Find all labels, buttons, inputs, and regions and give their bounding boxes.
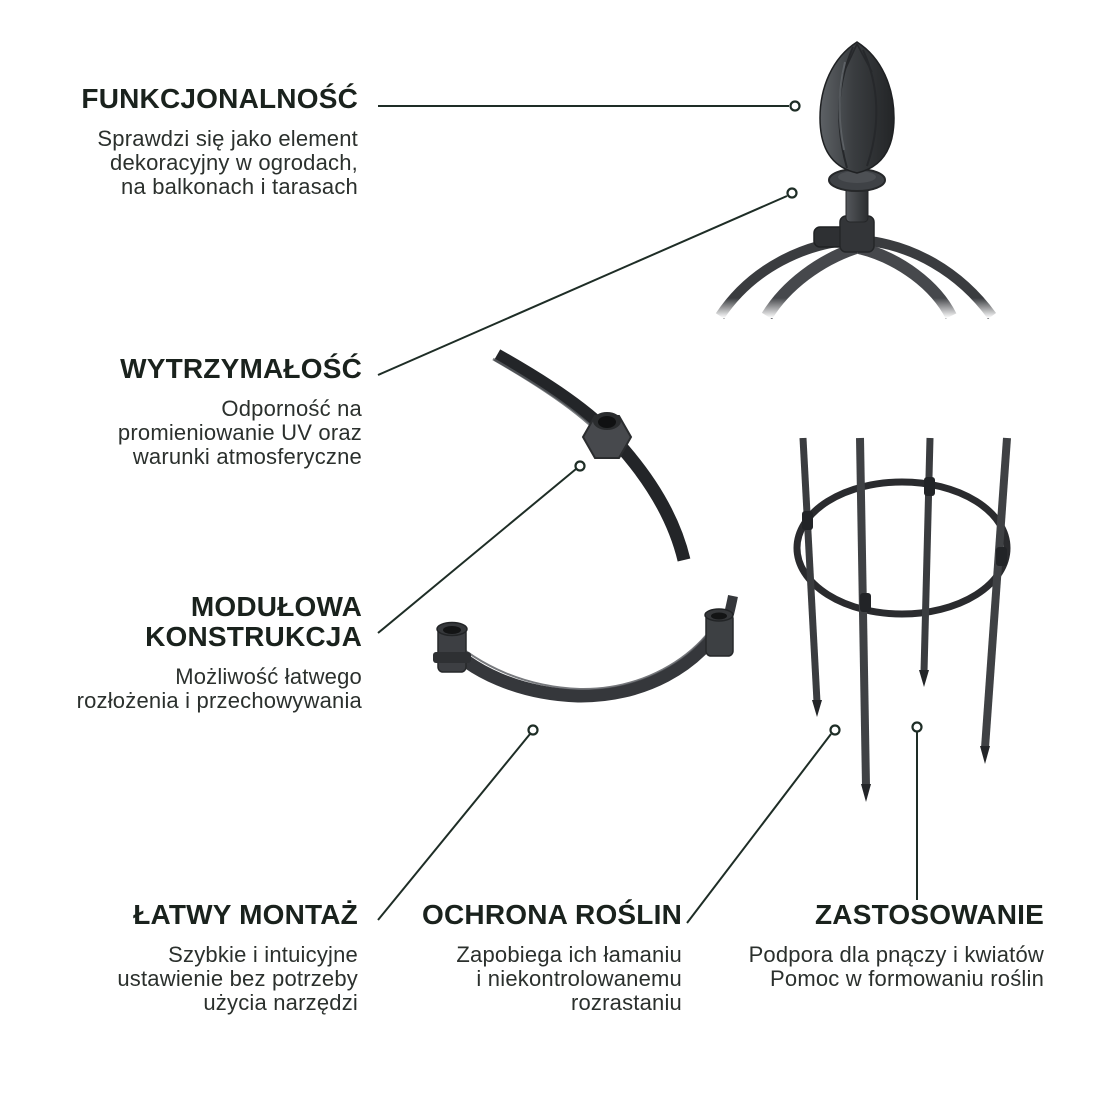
section-description xyxy=(40,943,358,1015)
description-line: rozrastaniu xyxy=(570,990,682,1015)
section-description xyxy=(40,127,358,199)
section-description xyxy=(40,397,362,469)
section-title: OCHRONA ROŚLIN xyxy=(422,899,682,930)
section-wytrzymalosc xyxy=(40,354,362,469)
section-funkcjonalnosc xyxy=(40,84,358,199)
section-zastosowanie xyxy=(712,900,1044,991)
title-line: MODUŁOWA xyxy=(190,591,362,622)
description-line: ustawienie bez potrzeby xyxy=(117,966,358,991)
description-line: Szybkie i intuicyjne xyxy=(168,942,358,967)
section-modulowa-konstrukcja xyxy=(24,592,362,713)
description-line: Możliwość łatwego xyxy=(175,664,362,689)
description-line: rozłożenia i przechowywania xyxy=(76,688,362,713)
description-line: Odporność na xyxy=(221,396,362,421)
section-latwy-montaz xyxy=(40,900,358,1015)
callout-line-latwy-montaz xyxy=(378,734,530,920)
section-description xyxy=(392,943,682,1015)
section-ochrona-roslin xyxy=(392,900,682,1015)
description-line: Zapobiega ich łamaniu xyxy=(456,942,682,967)
ring-segment-connector-illustration xyxy=(493,355,684,560)
finial-top-illustration xyxy=(690,42,1020,318)
description-line: Podpora dla pnączy i kwiatów xyxy=(748,942,1044,967)
section-title: ZASTOSOWANIE xyxy=(814,899,1044,930)
callout-dot-ochrona-roslin xyxy=(831,726,840,735)
ring-segment-sockets-illustration xyxy=(433,596,733,696)
section-title: FUNKCJONALNOŚĆ xyxy=(81,83,358,114)
callout-line-modulowa-konstrukcja xyxy=(378,469,576,633)
description-line: i niekontrolowanemu xyxy=(476,966,682,991)
description-line: użycia narzędzi xyxy=(203,990,358,1015)
plant-support-illustration xyxy=(797,438,1007,802)
description-line: na balkonach i tarasach xyxy=(121,174,358,199)
callout-dot-wytrzymalosc xyxy=(788,189,797,198)
title-line: KONSTRUKCJA xyxy=(145,621,362,652)
section-description xyxy=(712,943,1044,991)
description-line: warunki atmosferyczne xyxy=(132,444,362,469)
section-title xyxy=(24,592,362,652)
description-line: Sprawdzi się jako element xyxy=(97,126,358,151)
callout-dot-zastosowanie xyxy=(913,723,922,732)
section-description xyxy=(24,665,362,713)
section-title: ŁATWY MONTAŻ xyxy=(133,899,358,930)
description-line: Pomoc w formowaniu roślin xyxy=(770,966,1044,991)
callout-line-wytrzymalosc xyxy=(378,196,787,375)
callout-dot-latwy-montaz xyxy=(529,726,538,735)
callout-line-ochrona-roslin xyxy=(687,734,831,923)
callout-dot-modulowa-konstrukcja xyxy=(576,462,585,471)
description-line: promieniowanie UV oraz xyxy=(117,420,362,445)
section-title: WYTRZYMAŁOŚĆ xyxy=(120,353,362,384)
description-line: dekoracyjny w ogrodach, xyxy=(110,150,358,175)
callout-dot-funkcjonalnosc xyxy=(791,102,800,111)
